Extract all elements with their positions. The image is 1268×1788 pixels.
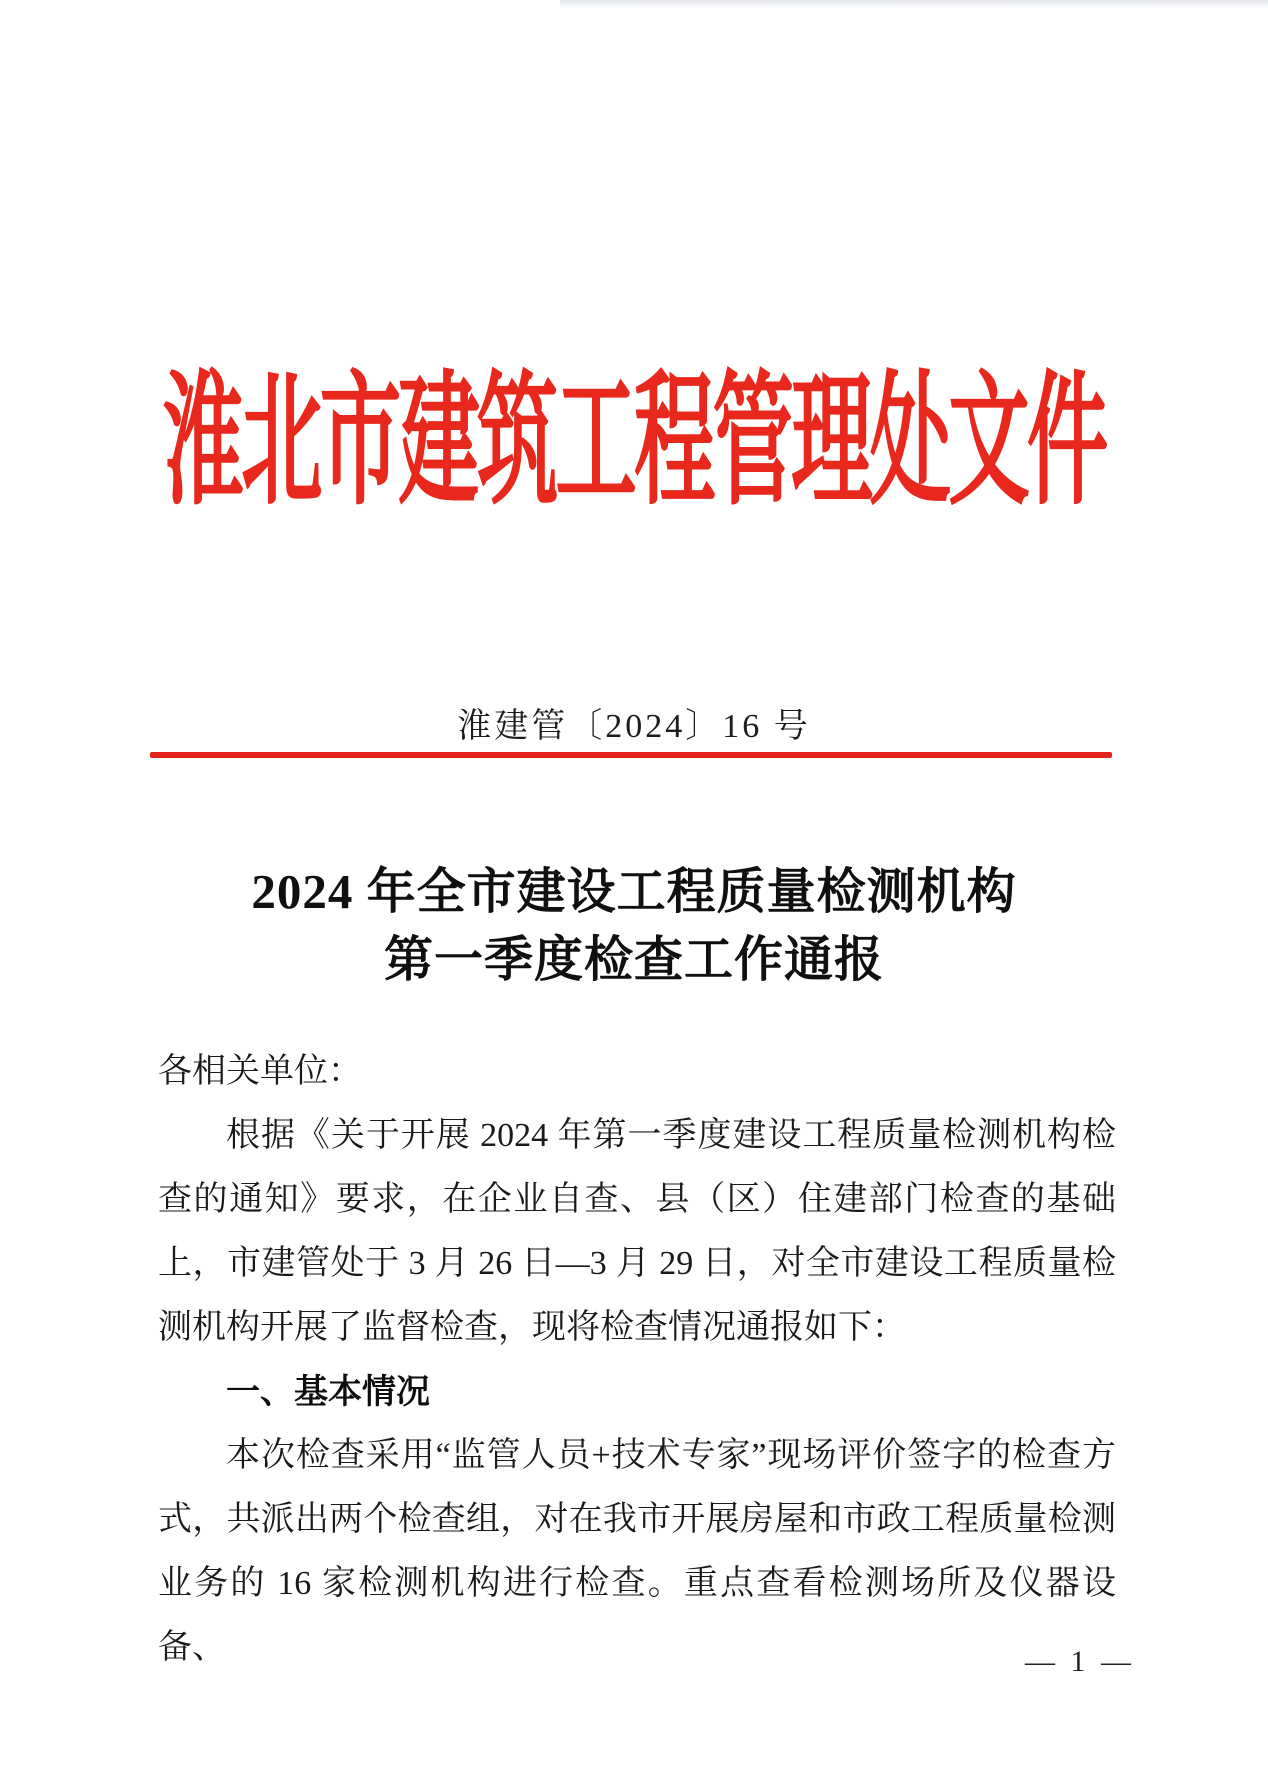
letterhead — [0, 363, 1268, 524]
document-body — [158, 1040, 1116, 1680]
salutation: 各相关单位： — [158, 1053, 362, 1090]
document-title-line2: 第一季度检查工作通报 — [383, 932, 884, 987]
letterhead-agency-title: 淮北市建筑工程管理处文件 — [162, 363, 1106, 524]
paragraph-introduction: 根据《关于开展 2024 年第一季度建设工程质量检测机构检查的通知》要求，在企业自查、县（区）住建部门检查的基础上，市建管处于 3 月 26 日—3 月 29 日，对全市建设工程质量检测机构开展了监督检查，现将检查情况通报如下： — [158, 1117, 1116, 1346]
page-number: — 1 — — [1025, 1645, 1135, 1678]
scan-artifact — [560, 0, 1268, 8]
red-divider-line — [150, 752, 1112, 758]
paragraph-inspection-details: 本次检查采用“监管人员+技术专家”现场评价签字的检查方式，共派出两个检查组，对在我市开展房屋和市政工程质量检测业务的 16 家检测机构进行检查。重点查看检测场所及仪器设备、 — [158, 1437, 1116, 1666]
document-title — [0, 858, 1268, 994]
document-title-line1: 2024 年全市建设工程质量检测机构 — [251, 864, 1017, 919]
section-heading-basic-situation: 一、基本情况 — [226, 1373, 430, 1411]
document-number: 淮建管〔2024〕16 号 — [457, 708, 811, 745]
